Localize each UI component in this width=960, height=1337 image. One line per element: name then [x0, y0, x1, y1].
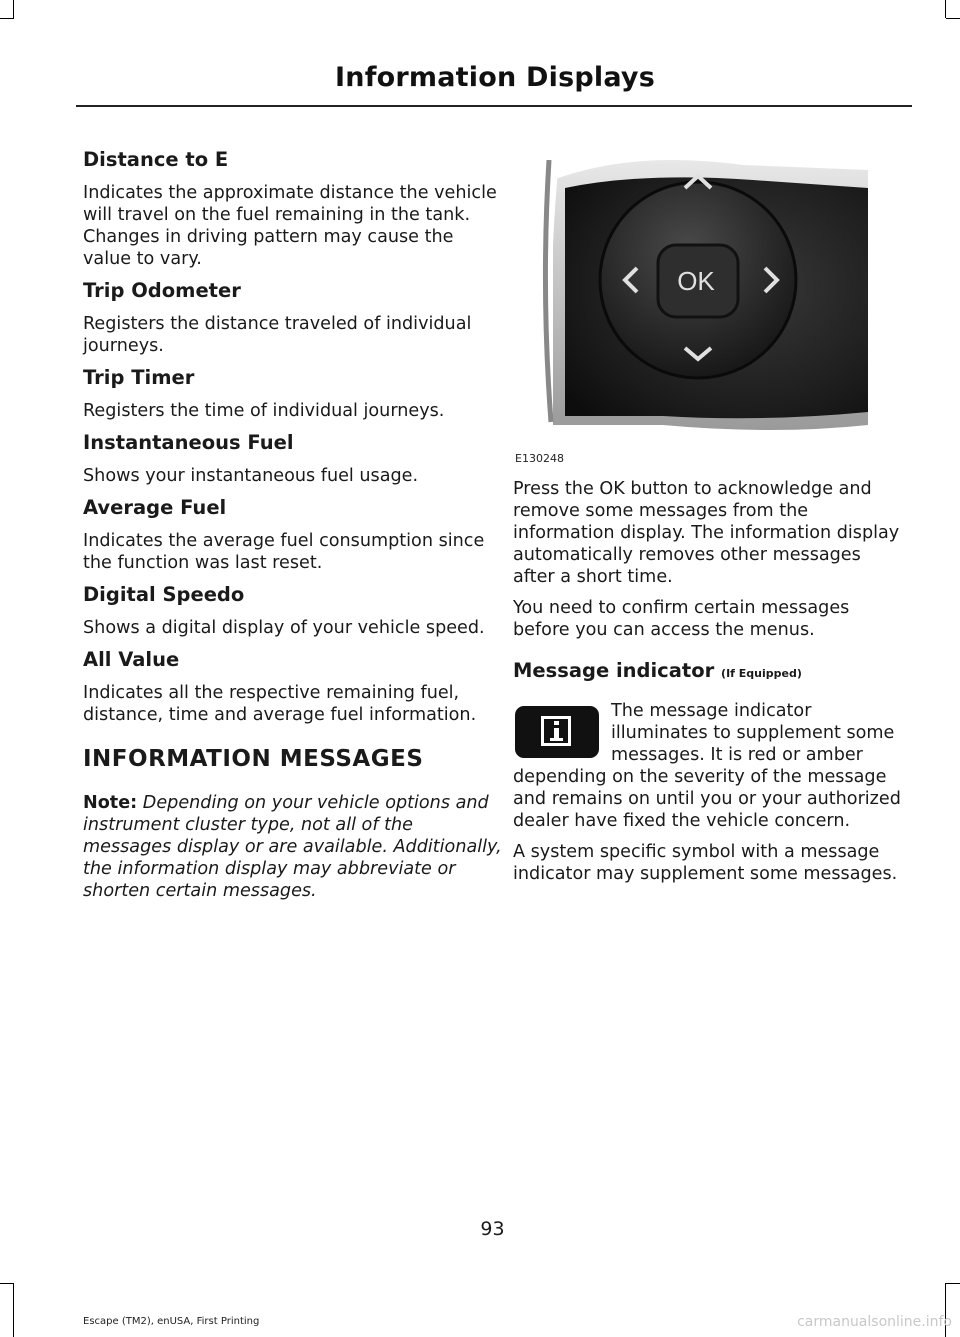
system-symbol-paragraph: A system specific symbol with a message indicator may supplement some messages. — [513, 842, 898, 884]
section-all-value — [83, 648, 503, 726]
section-trip-timer — [83, 366, 503, 422]
page-number: 93 — [480, 1218, 505, 1240]
crop-mark — [946, 1283, 960, 1284]
ok-button-label: OK — [677, 266, 715, 296]
section-heading: Trip Odometer — [83, 279, 241, 302]
confirm-paragraph: You need to confirm certain messages before you can access the menus. — [513, 598, 850, 640]
section-heading: Instantaneous Fuel — [83, 431, 294, 454]
ok-button-paragraph: Press the OK button to acknowledge and remove some messages from the information display. The information display automatically removes other messages after a short time. — [513, 479, 900, 587]
section-heading: Distance to E — [83, 148, 229, 171]
section-body: Registers the time of individual journeys. — [83, 401, 445, 421]
section-body: Indicates the approximate distance the vehicle will travel on the fuel remaining in the tank. Changes in driving pattern may cause the value to vary. — [83, 183, 497, 269]
section-heading: Trip Timer — [83, 366, 195, 389]
crop-mark — [0, 18, 14, 19]
crop-mark — [0, 1283, 14, 1284]
icon-dot — [554, 721, 559, 725]
icon-base — [550, 738, 563, 741]
page-title: Information Displays — [335, 62, 655, 93]
note-paragraph — [83, 792, 503, 902]
section-body: Registers the distance traveled of individual journeys. — [83, 314, 472, 356]
section-body: Indicates all the respective remaining fuel, distance, time and average fuel information. — [83, 683, 477, 725]
section-trip-odometer — [83, 279, 503, 357]
section-heading: Average Fuel — [83, 496, 227, 519]
edition-footer: Escape (TM2), enUSA, First Printing — [83, 1316, 260, 1327]
header-divider — [76, 105, 912, 107]
section-body: Shows a digital display of your vehicle speed. — [83, 618, 485, 638]
crop-mark — [946, 18, 960, 19]
crop-mark — [13, 1283, 14, 1337]
crop-mark — [945, 0, 946, 18]
if-equipped-label: (If Equipped) — [721, 667, 802, 680]
heading-text: Message indicator — [513, 659, 715, 682]
section-body: Indicates the average fuel consumption since the function was last reset. — [83, 531, 485, 573]
section-distance-to-e — [83, 148, 503, 270]
message-indicator-paragraph: The message indicator illuminates to supplement some messages. It is red or amber depending on the severity of the message and remains on until you or your authorized dealer have fixed the vehicle concern. — [513, 701, 901, 831]
section-instantaneous-fuel — [83, 431, 503, 487]
left-column — [83, 148, 503, 911]
message-indicator-heading — [513, 659, 908, 686]
steering-controls-figure — [513, 160, 868, 445]
note-text: Depending on your vehicle options and instrument cluster type, not all of the messages display or are available. Additionally, the information display may abbreviate or shorten certain messages. — [83, 793, 502, 901]
figure-code: E130248 — [515, 452, 564, 465]
section-digital-speedo — [83, 583, 503, 639]
watermark: carmanualsonline.info — [797, 1314, 952, 1330]
section-heading: Digital Speedo — [83, 583, 245, 606]
section-body: Shows your instantaneous fuel usage. — [83, 466, 419, 486]
steering-controls-illustration — [513, 160, 868, 445]
right-column — [513, 478, 908, 894]
section-average-fuel — [83, 496, 503, 574]
section-title-information-messages: INFORMATION MESSAGES — [83, 746, 424, 772]
note-label: Note: — [83, 793, 138, 813]
section-heading: All Value — [83, 648, 180, 671]
crop-mark — [13, 0, 14, 18]
message-indicator-icon — [515, 706, 599, 758]
